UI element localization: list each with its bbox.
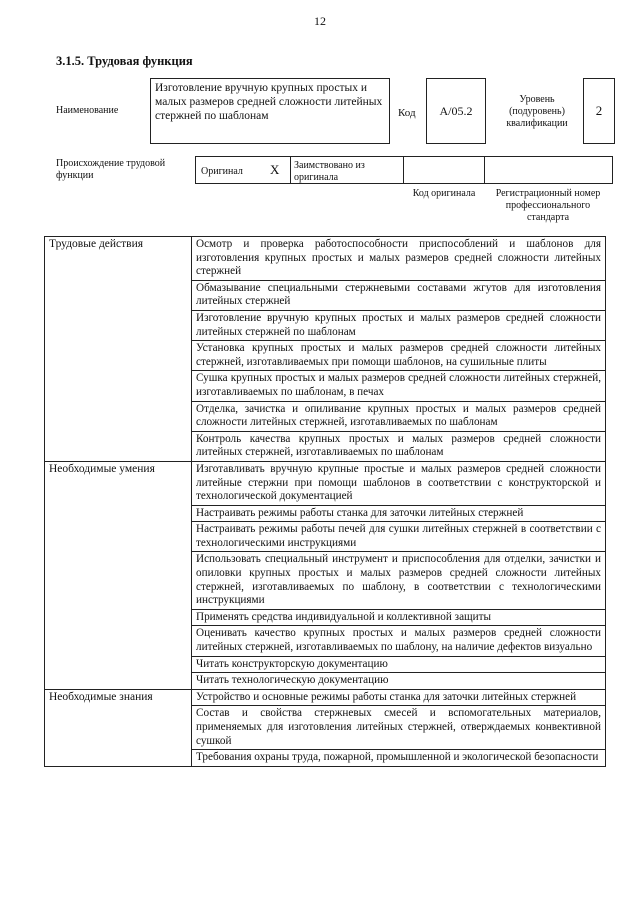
qualification-level-value: 2 — [583, 78, 615, 144]
code-label: Код — [398, 107, 416, 119]
table-cell: Читать технологическую документацию — [192, 673, 606, 690]
page-number: 12 — [314, 14, 326, 28]
code-value: А/05.2 — [426, 78, 486, 144]
function-details-table — [44, 236, 606, 767]
table-cell: Установка крупных простых и малых размеров средней сложности литейных стержней, изготавливаемых при помощи шаблонов, на сушильные плиты — [192, 341, 606, 371]
table-cell: Оценивать качество крупных простых и малых размеров средней сложности литейных стержней, изготавливаемых по шаблону, на наличие дефектов визуально — [192, 626, 606, 656]
section-title-required-knowledge: Необходимые знания — [45, 689, 192, 766]
original-code-cell — [403, 156, 485, 184]
table-cell: Контроль качества крупных простых и малых размеров средней сложности литейных стержней, изготавливаемых по шаблонам — [192, 431, 606, 461]
table-cell: Использовать специальный инструмент и приспособления для отделки, зачистки и опиловки крупных простых и малых размеров средней сложности литейных стержней, изготавливаемых по шаблону, в соответствии с технологическими инструкциями — [192, 552, 606, 609]
qualification-level-label: Уровень (подуровень) квалификации — [506, 94, 568, 129]
table-cell: Читать конструкторскую документацию — [192, 656, 606, 673]
table-cell: Сушка крупных простых и малых размеров средней сложности литейных стержней, изготавливаемых по шаблонам, в печах — [192, 371, 606, 401]
table-cell: Изготавливать вручную крупные простые и малых размеров средней сложности литейные стержни при помощи шаблонов в соответствии с конструкторской и технологической документацией — [192, 461, 606, 505]
table-cell: Требования охраны труда, пожарной, промышленной и экологической безопасности — [192, 750, 606, 767]
section-title-required-skills: Необходимые умения — [45, 461, 192, 689]
name-label: Наименование — [56, 105, 119, 116]
table-cell: Настраивать режимы работы печей для сушки литейных стержней в соответствии с технологическими инструкциями — [192, 522, 606, 552]
function-name-value: Изготовление вручную крупных простых и малых размеров средней сложности литейных стержней по шаблонам — [150, 78, 390, 144]
origin-label: Происхождение трудовой функции — [56, 158, 166, 181]
table-cell: Устройство и основные режимы работы станка для заточки литейных стержней — [192, 689, 606, 706]
table-cell: Осмотр и проверка работоспособности приспособлений и шаблонов для изготовления крупных простых и малых размеров средней сложности литейных стержней — [192, 237, 606, 281]
table-cell: Состав и свойства стержневых смесей и вспомогательных материалов, применяемых для изготовления литейных стержней, отверждаемых конвективной сушкой — [192, 706, 606, 750]
original-mark: X — [270, 162, 280, 177]
table-cell: Изготовление вручную крупных простых и малых размеров средней сложности литейных стержней по шаблонам — [192, 310, 606, 340]
table-row — [45, 461, 606, 505]
table-cell: Настраивать режимы работы станка для заточки литейных стержней — [192, 505, 606, 522]
original-label: Оригинал — [201, 166, 243, 177]
table-cell: Применять средства индивидуальной и коллективной защиты — [192, 609, 606, 626]
table-row — [45, 237, 606, 281]
registration-number-caption: Регистрационный номер профессионального стандарта — [495, 188, 601, 223]
section-title-labor-actions: Трудовые действия — [45, 237, 192, 462]
table-row — [45, 689, 606, 706]
registration-number-cell — [484, 156, 613, 184]
original-code-caption: Код оригинала — [412, 188, 476, 199]
section-title: 3.1.5. Трудовая функция — [56, 54, 193, 68]
borrowed-label: Заимствовано из оригинала — [294, 160, 365, 183]
table-cell: Обмазывание специальными стержневыми составами жгутов для изготовления литейных стержней — [192, 280, 606, 310]
table-cell: Отделка, зачистка и опиливание крупных простых и малых размеров средней сложности литейных стержней, изготавливаемых по шаблонам — [192, 401, 606, 431]
